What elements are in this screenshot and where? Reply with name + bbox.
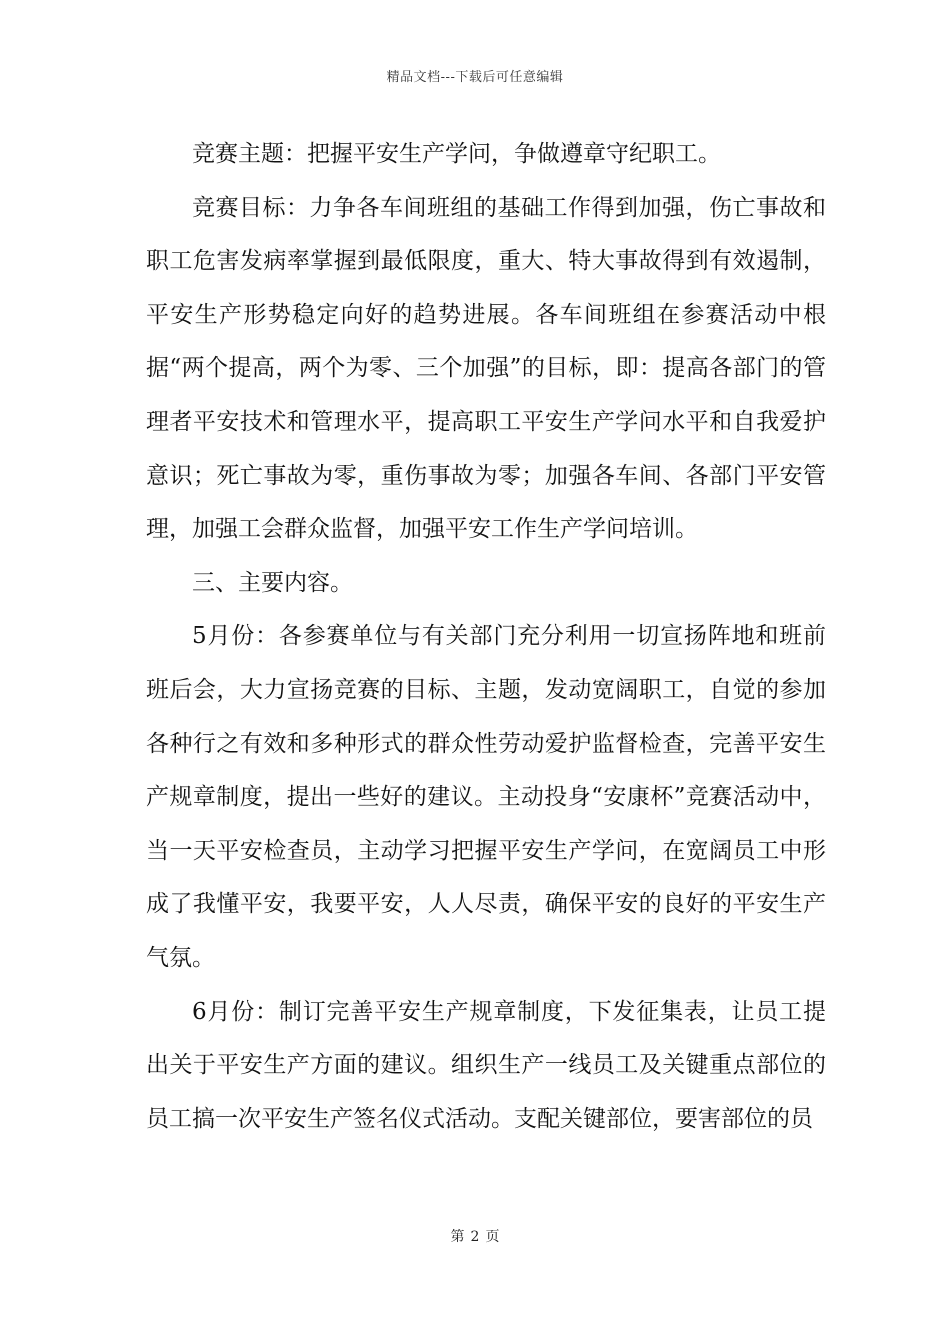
page-number: 2 (470, 1229, 480, 1245)
section-heading-main-content: 三、主要内容。 (192, 569, 353, 596)
paragraph-june: 6月份：制订完善平安生产规章制度，下发征集表，让员工提出关于平安生产方面的建议。组织生产一线员工及关键重点部位的员工搞一次平安生产签名仪式活动。支配关键部位，要害部位的员 (146, 998, 826, 1132)
page-header: 精品文档---下载后可任意编辑 (386, 70, 564, 85)
paragraph-theme: 竞赛主题：把握平安生产学问，争做遵章守纪职工。 (192, 141, 721, 167)
page-footer (0, 1226, 950, 1246)
page-number-suffix: 页 (485, 1229, 500, 1245)
paragraph-may: 5月份：各参赛单位与有关部门充分利用一切宣扬阵地和班前班后会，大力宣扬竞赛的目标、主题，发动宽阔职工，自觉的参加各种行之有效和多种形式的群众性劳动爱护监督检查，完善平安生产规章制度，提出一些好的建议。主动投身“安康杯”竞赛活动中，当一天平安检查员，主动学习把握平安生产学问，在宽阔员工中形成了我懂平安，我要平安，人人尽责，确保平安的良好的平安生产气氛。 (146, 623, 826, 971)
page-number-prefix: 第 (450, 1229, 465, 1245)
document-body (146, 128, 826, 1146)
paragraph-goal: 竞赛目标：力争各车间班组的基础工作得到加强，伤亡事故和职工危害发病率掌握到最低限度，重大、特大事故得到有效遏制，平安生产形势稳定向好的趋势进展。各车间班组在参赛活动中根据“两个提高，两个为零、三个加强”的目标，即：提高各部门的管理者平安技术和管理水平，提高职工平安生产学问水平和自我爱护意识；死亡事故为零，重伤事故为零；加强各车间、各部门平安管理，加强工会群众监督，加强平安工作生产学问培训。 (146, 194, 826, 543)
